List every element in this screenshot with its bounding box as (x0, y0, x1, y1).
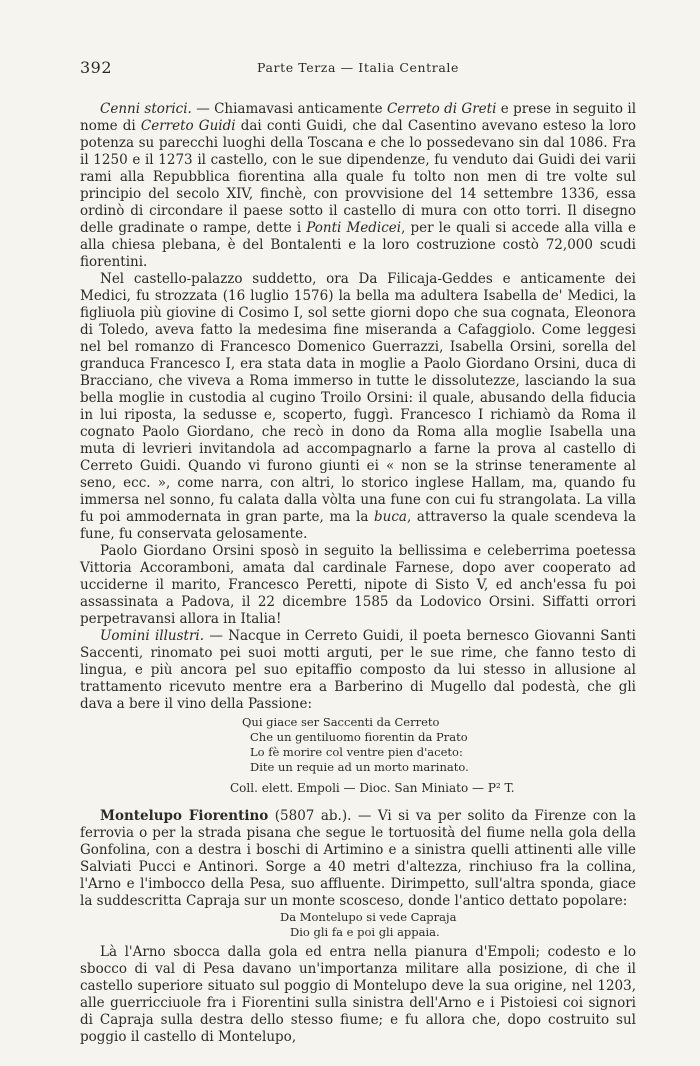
info-line: Coll. elett. Empoli — Dioc. San Miniato — P² T. (230, 781, 515, 795)
paragraph-uomini-illustri: Uomini illustri. — Nacque in Cerreto Guidi, il poeta bernesco Giovanni Santi Saccenti, rinomato pei suoi motti arguti, per le sue rime, che fanno testo di lingua, e più ancora pel suo epitaffio composto da lui stesso in allusione al trattamento ricevuto mentre era a Barberino di Mugello dal podestà, che gli dava a bere il vino della Passione: (80, 628, 636, 712)
paragraph-montelupo: Montelupo Fiorentino (5807 ab.). — Vi si va per solito da Firenze con la ferrovia o per la strada pisana che segue le tortuosità del fiume nella gola della Gonfolina, con a destra i boschi di Artimino e a sinistra quelli attinenti alle ville Salviati Pucci e Antinori. Sorge a 40 metri d'altezza, rinchiuso fra la collina, l'Arno e l'imbocco della Pesa, suo affluente. Dirimpetto, sull'altra sponda, giace la suddescritta Capraja sur un monte scosceso, donde l'antico dettato popolare: (80, 808, 637, 909)
proverb-verse (80, 910, 636, 940)
verse-line: Dio gli fa e poi gli appaia. (290, 925, 440, 939)
paragraph-arno: Là l'Arno sbocca dalla gola ed entra nella pianura d'Empoli; codesto e lo sbocco di val di Pesa davano un'importanza militare alla posizione, di che il castello superiore situato sul poggio di Montelupo deve la sua origine, nel 1203, alle guerricciuole fra i Fiorentini sulla sinistra dell'Arno e i Pistoiesi coi signori di Capraja sulla destra dello stesso fiume; e fu allora che, dopo costruito sul poggio il castello di Montelupo, (80, 944, 636, 1045)
verse-line: Qui giace ser Saccenti da Cerreto (242, 715, 440, 729)
epitaph-verse (80, 715, 636, 775)
verse-line: Lo fè morire col ventre pien d'aceto: (250, 745, 463, 759)
paragraph-orsini: Paolo Giordano Orsini sposò in seguito la bellissima e celeberrima poetessa Vittoria Accoramboni, amata dal cardinale Farnese, dopo aver cooperato ad ucciderne il marito, Francesco Peretti, nipote di Sisto V, ed anch'essa fu poi assassinata a Padova, il 22 dicembre 1585 da Lodovico Orsini. Siffatti orrori perpetravansi allora in Italia! (80, 543, 636, 627)
page-number: 392 (80, 58, 113, 77)
paragraph-isabella: Nel castello-palazzo suddetto, ora Da Filicaja-Geddes e anticamente dei Medici, fu strozzata (16 luglio 1576) la bella ma adultera Isabella de' Medici, la figliuola più giovine di Cosimo I, sol sette giorni dopo che sua cognata, Eleonora di Toledo, aveva fatto la medesima fine miseranda a Cafaggiolo. Come leggesi nel bel romanzo di Francesco Domenico Guerrazzi, Isabella Orsini, sorella del granduca Francesco I, era stata data in moglie a Paolo Giordano Orsini, duca di Bracciano, che viveva a Roma immerso in tutte le dissolutezze, lasciando la sua bella moglie in custodia al cugino Troilo Orsini: il quale, abusando della fiducia in lui riposta, la sedusse e, scoperto, fuggì. Francesco I richiamò da Roma il cognato Paolo Giordano, che recò in dono da Roma alla moglie Isabella una muta di levrieri invitandola ad accompagnarlo a farne la prova al castello di Cerreto Guidi. Quando vi furono giunti ei « non se la strinse teneramente al seno, ecc. », come narra, con altri, lo storico inglese Hallam, ma, quando fu immersa nel sonno, fu calata dalla vòlta una fune con cui fu strangolata. La villa fu poi ammodernata in gran parte, ma la buca, attraverso la quale scendeva la fune, fu conservata gelosamente. (80, 271, 636, 542)
page-header (80, 58, 636, 80)
page-body (80, 101, 636, 1046)
verse-line: Da Montelupo si vede Capraja (280, 910, 457, 924)
entry-title-montelupo: Montelupo Fiorentino (100, 808, 269, 824)
running-head: Parte Terza — Italia Centrale (257, 60, 459, 75)
section-lead-cenni-storici: Cenni storici. (100, 101, 192, 117)
section-lead-uomini-illustri: Uomini illustri. (100, 628, 205, 644)
paragraph-cenni-storici: Cenni storici. — Chiamavasi anticamente Cerreto di Greti e prese in seguito il nome di Cerreto Guidi dai conti Guidi, che dal Casentino avevano esteso la loro potenza su parecchi luoghi della Toscana e che lo possedevano sin dal 1086. Fra il 1250 e il 1273 il castello, con le sue dipendenze, fu venduto dai Guidi dei varii rami alla Repubblica fiorentina alla quale fu tolto non men di tre volte sul principio del secolo XIV, finchè, con provvisione del 14 settembre 1336, essa ordinò di circondare il paese sotto il castello di mura con otto torri. Il disegno delle gradinate o rampe, dette i Ponti Medicei, per le quali si accede alla villa e alla chiesa plebana, è del Bontalenti e la loro costruzione costò 72,000 scudi fiorentini. (80, 101, 637, 270)
verse-line: Che un gentiluomo fiorentin da Prato (250, 730, 468, 744)
verse-line: Dite un requie ad un morto marinato. (250, 760, 469, 774)
